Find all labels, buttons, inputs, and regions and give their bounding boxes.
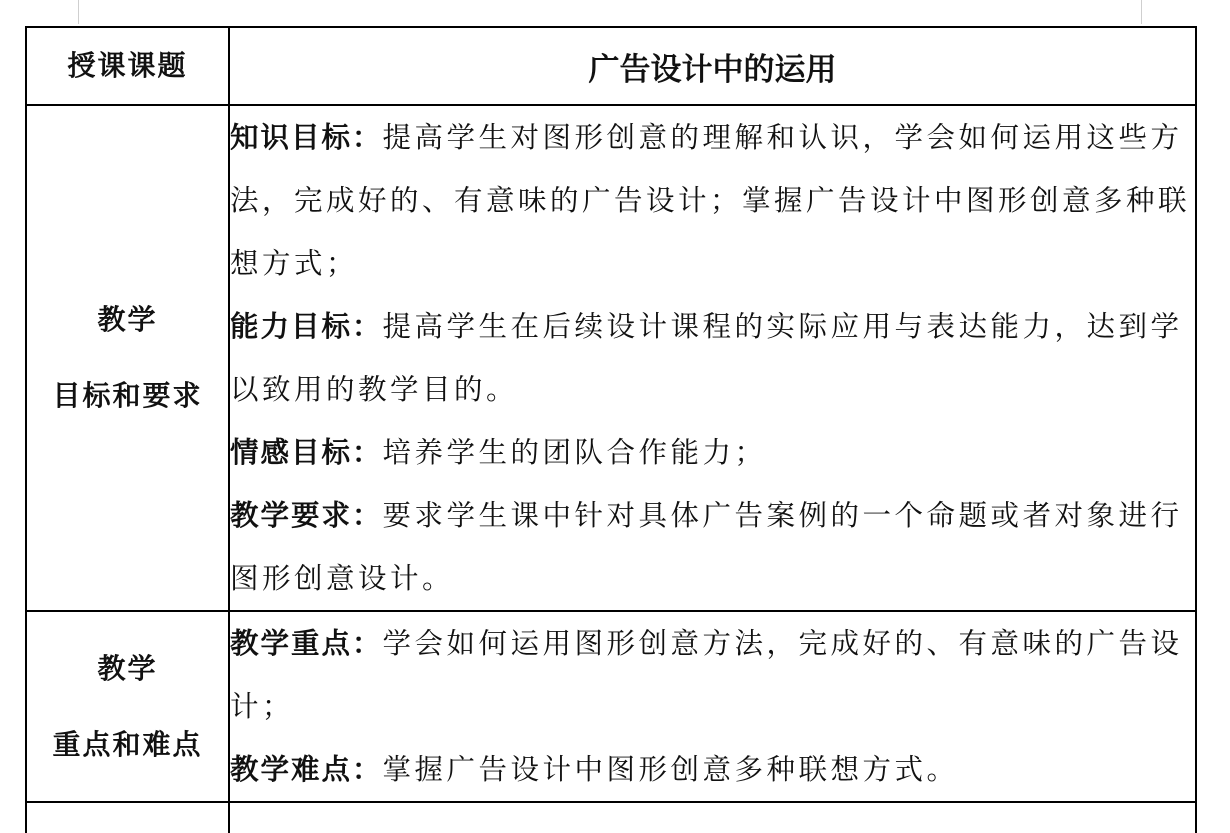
key-points-label-line2: 重点和难点	[52, 727, 203, 761]
page-margin-guide-right	[1141, 0, 1142, 24]
objective-text: 要求学生课中针对具体广告案例的一个命题或者对象进行图形创意设计。	[230, 499, 1183, 595]
objective-knowledge	[230, 106, 1195, 295]
topic-label	[26, 27, 229, 105]
key-point-heading: 教学重点：	[230, 627, 383, 660]
objective-text: 提高学生在后续设计课程的实际应用与表达能力，达到学以致用的教学目的。	[230, 310, 1183, 406]
objective-text: 培养学生的团队合作能力；	[382, 436, 767, 469]
objective-heading: 能力目标：	[230, 310, 383, 343]
objective-ability	[230, 295, 1195, 421]
key-points-label-line1: 教学	[97, 651, 158, 685]
objective-heading: 知识目标：	[230, 121, 383, 154]
key-point-difficulty	[230, 738, 1195, 801]
objective-heading: 情感目标：	[230, 436, 383, 469]
objectives-label	[26, 105, 229, 611]
key-points-row	[26, 611, 1196, 802]
objective-requirement	[230, 484, 1195, 610]
key-point-focus	[230, 612, 1195, 738]
next-row-stub	[26, 802, 1196, 833]
topic-title: 广告设计中的运用	[229, 27, 1196, 105]
next-row-label-cell	[26, 802, 229, 833]
objectives-label-line1: 教学	[97, 303, 158, 336]
objectives-row	[26, 105, 1196, 611]
key-point-text: 学会如何运用图形创意方法，完成好的、有意味的广告设计；	[230, 627, 1183, 723]
page-margin-guide-left	[78, 0, 79, 24]
key-points-content	[229, 611, 1196, 802]
objectives-label-line2: 目标和要求	[52, 379, 203, 412]
lesson-plan-table	[25, 26, 1197, 833]
topic-label-text: 授课课题	[67, 49, 188, 82]
key-points-label	[26, 611, 229, 802]
title-row	[26, 27, 1196, 105]
next-row-content-cell	[229, 802, 1196, 833]
objectives-content	[229, 105, 1196, 611]
objective-text: 提高学生对图形创意的理解和认识，学会如何运用这些方法，完成好的、有意味的广告设计；掌握广告设计中图形创意多种联想方式；	[230, 121, 1191, 280]
objective-heading: 教学要求：	[230, 499, 383, 532]
key-point-heading: 教学难点：	[230, 753, 383, 786]
key-point-text: 掌握广告设计中图形创意多种联想方式。	[382, 753, 959, 786]
objective-emotion	[230, 421, 1195, 484]
